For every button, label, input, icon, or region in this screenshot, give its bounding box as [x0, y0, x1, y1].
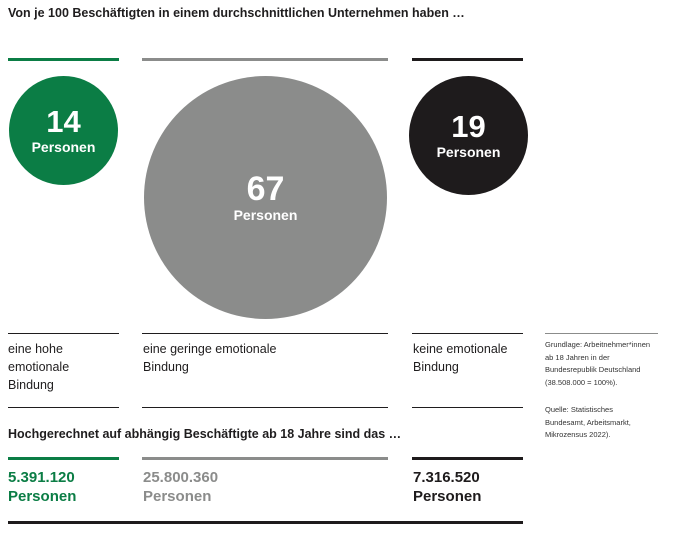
label-bottom-rule — [142, 407, 388, 408]
sidenote-rule — [545, 333, 658, 334]
bubble-no-bonding — [409, 76, 528, 195]
bubble-low-bonding — [144, 76, 387, 319]
grey-top-rule — [142, 58, 388, 61]
sidenote-source — [545, 404, 675, 442]
label-line: emotionale — [8, 360, 70, 374]
bubble-high-bonding — [9, 76, 118, 185]
bubble-unit: Personen — [31, 138, 96, 155]
bubble-value: 19 — [451, 108, 486, 144]
total-none — [413, 468, 481, 506]
sidenote-line: Bundesamt, Arbeitsmarkt, — [545, 417, 631, 427]
total-unit: Personen — [8, 488, 77, 505]
category-label-low — [143, 340, 389, 376]
total-low — [143, 468, 218, 506]
sidenote-line: Bundesrepublik Deutschland — [545, 365, 641, 374]
label-line: eine geringe emotionale — [143, 342, 277, 356]
label-line: Bindung — [413, 360, 459, 374]
total-number: 25.800.360 — [143, 469, 219, 486]
bubble-value: 67 — [246, 169, 285, 208]
sidenote-basis — [545, 339, 675, 389]
label-line: keine emotionale — [413, 342, 508, 356]
projection-title: Hochgerechnet auf abhängig Beschäftigte ab 18 Jahre sind das … — [8, 427, 402, 441]
total-unit: Personen — [413, 488, 482, 505]
bubble-unit: Personen — [436, 143, 501, 160]
green-top-rule — [8, 58, 119, 61]
total-number: 5.391.120 — [8, 469, 75, 486]
green-total-rule — [8, 457, 119, 460]
bubble-unit: Personen — [233, 206, 298, 223]
label-bottom-rule — [412, 407, 523, 408]
black-total-rule — [412, 457, 523, 460]
sidenote-line: Mikrozensus 2022). — [545, 430, 611, 439]
bubble-value: 14 — [46, 103, 81, 139]
category-label-high — [8, 340, 120, 394]
label-line: Bindung — [143, 360, 189, 374]
category-label-none — [413, 340, 533, 376]
chart-title: Von je 100 Beschäftigten in einem durchschnittlichen Unternehmen haben … — [8, 6, 465, 20]
label-line: eine hohe — [8, 342, 63, 356]
label-top-rule — [142, 333, 388, 334]
sidenote-line: ab 18 Jahren in der — [545, 352, 610, 362]
total-number: 7.316.520 — [413, 469, 480, 486]
sidenote-line: Quelle: Statistisches — [545, 405, 613, 414]
bottom-rule — [8, 521, 523, 524]
sidenote-line: Grundlage: Arbeitnehmer*innen — [545, 340, 651, 349]
grey-total-rule — [142, 457, 388, 460]
label-top-rule — [412, 333, 523, 334]
label-line: Bindung — [8, 378, 54, 392]
total-high — [8, 468, 76, 506]
label-bottom-rule — [8, 407, 119, 408]
label-top-rule — [8, 333, 119, 334]
sidenote-line: (38.508.000 = 100%). — [545, 377, 618, 387]
black-top-rule — [412, 58, 523, 61]
total-unit: Personen — [143, 488, 212, 505]
